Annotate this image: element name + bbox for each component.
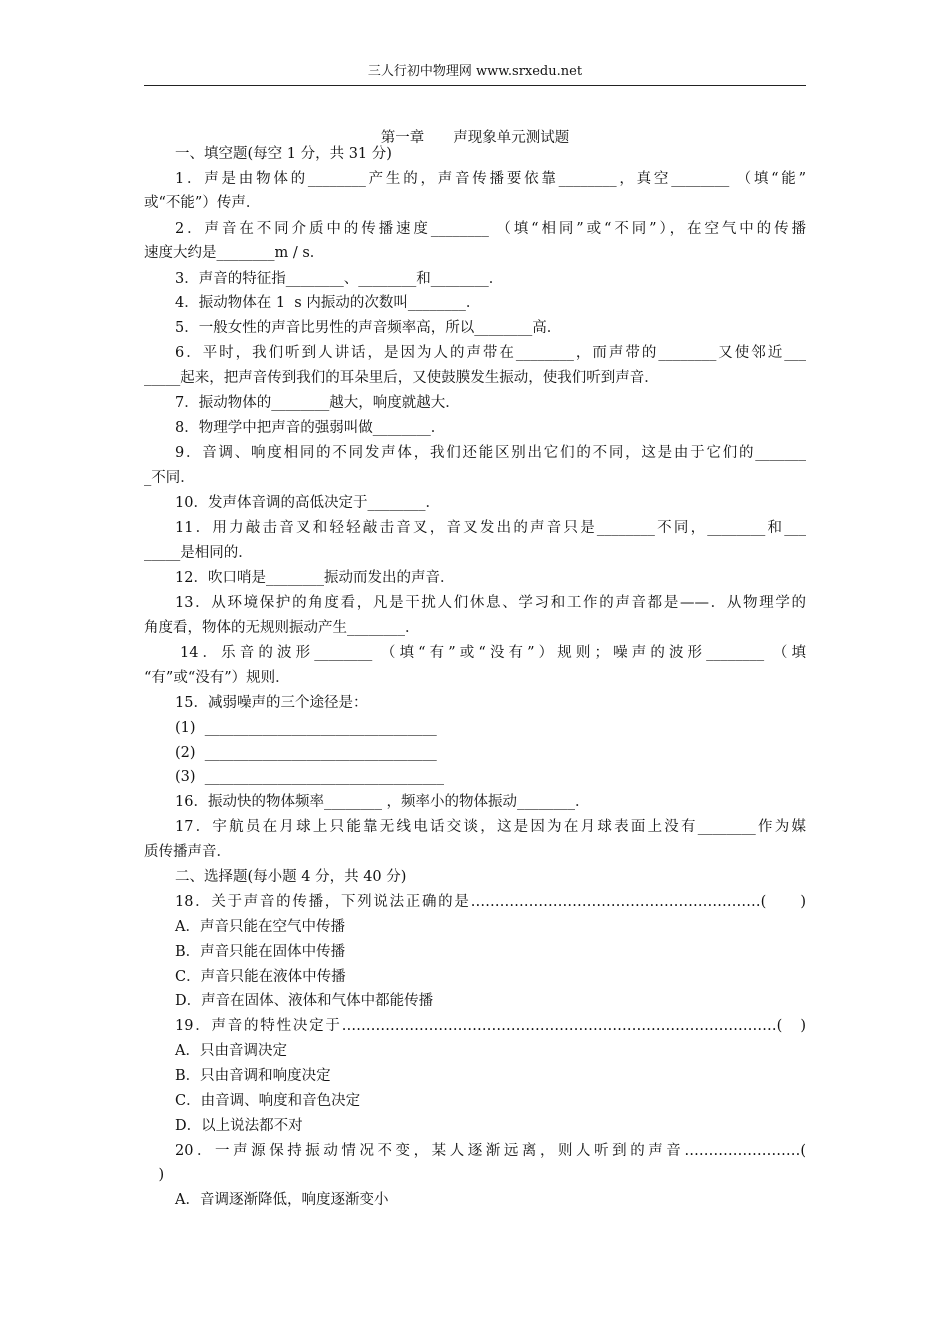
text-line: 13．从环境保护的角度看，凡是干扰人们休息、学习和工作的声音都是——．从物理学的 — [175, 595, 806, 611]
text-line: A．只由音调决定 — [175, 1043, 287, 1059]
text-line: D．声音在固体、液体和气体中都能传播 — [175, 993, 434, 1009]
text-line: B．只由音调和响度决定 — [175, 1068, 331, 1084]
text-line: (2) ________________________________ — [175, 745, 437, 761]
text-line: B．声音只能在固体中传播 — [175, 944, 346, 960]
text-line: 19．声音的特性决定于………………………………………………………………………………( ) — [175, 1018, 806, 1034]
text-line: 11．用力敲击音叉和轻轻敲击音叉，音叉发出的声音只是________不同，________和___ — [175, 520, 806, 536]
text-line: A．音调逐渐降低，响度逐渐变小 — [175, 1192, 389, 1208]
text-line: 15．减弱噪声的三个途径是： — [175, 695, 368, 711]
text-line: 8．物理学中把声音的强弱叫做________． — [175, 420, 446, 436]
text-line: _____起来，把声音传到我们的耳朵里后，又使鼓膜发生振动，使我们听到声音． — [144, 370, 659, 386]
text-line: 速度大约是________m / s． — [144, 245, 325, 261]
text-line: 10．发声体音调的高低决定于________． — [175, 495, 440, 511]
text-line: _不同． — [144, 470, 195, 486]
text-line: 9．音调、响度相同的不同发声体，我们还能区别出它们的不同，这是由于它们的_______ — [175, 445, 806, 461]
text-line: 17．宇航员在月球上只能靠无线电话交谈，这是因为在月球表面上没有________作为媒 — [175, 819, 806, 835]
text-line: 7．振动物体的________越大，响度就越大． — [175, 395, 460, 411]
text-line: C．由音调、响度和音色决定 — [175, 1093, 361, 1109]
text-line: C．声音只能在液体中传播 — [175, 969, 346, 985]
text-line: 12．吹口哨是________振动而发出的声音． — [175, 570, 455, 586]
text-line: _____是相同的． — [144, 545, 253, 561]
text-line: 质传播声音． — [144, 844, 231, 860]
header-rule — [144, 85, 806, 86]
text-line: “有”或“没有”）规则． — [144, 670, 290, 686]
text-line: 6．平时，我们听到人讲话，是因为人的声带在________，而声带的________又使邻近___ — [175, 345, 806, 361]
text-line: 16．振动快的物体频率________ ，频率小的物体振动________． — [175, 794, 590, 810]
text-line: (3) _________________________________ — [175, 769, 445, 785]
text-line: 14．乐音的波形________ （填“有”或“没有”）规则；噪声的波形________ （填 — [180, 645, 806, 661]
text-line: 角度看，物体的无规则振动产生________． — [144, 620, 420, 636]
text-line: 3．声音的特征指________、________和________． — [175, 271, 504, 287]
text-line: 二、选择题(每小题 4 分，共 40 分) — [175, 869, 407, 885]
page-header: 三人行初中物理网 www.srxedu.net — [367, 64, 583, 79]
text-line: 或“不能”）传声． — [144, 195, 261, 211]
text-line: 1．声是由物体的________产生的，声音传播要依靠________，真空________ （填“能” — [175, 171, 806, 187]
text-line: 4．振动物体在 1 s 内振动的次数叫________． — [175, 295, 481, 311]
text-line: D．以上说法都不对 — [175, 1118, 303, 1134]
text-line: 20．一声源保持振动情况不变，某人逐渐远离，则人听到的声音……………………( — [175, 1143, 806, 1159]
text-line: 2．声音在不同介质中的传播速度________ （填“相同”或“不同”），在空气中的传播 — [175, 221, 806, 237]
document-title: 第一章 声现象单元测试题 — [380, 130, 570, 146]
text-line: (1) ________________________________ — [175, 720, 437, 736]
text-line: 一、填空题(每空 1 分，共 31 分) — [175, 146, 392, 162]
text-line: ) — [144, 1167, 165, 1183]
text-line: A．声音只能在空气中传播 — [175, 919, 345, 935]
text-line: 5．一般女性的声音比男性的声音频率高，所以________高． — [175, 320, 562, 336]
text-line: 18．关于声音的传播，下列说法正确的是……………………………………………………( ) — [175, 894, 806, 910]
